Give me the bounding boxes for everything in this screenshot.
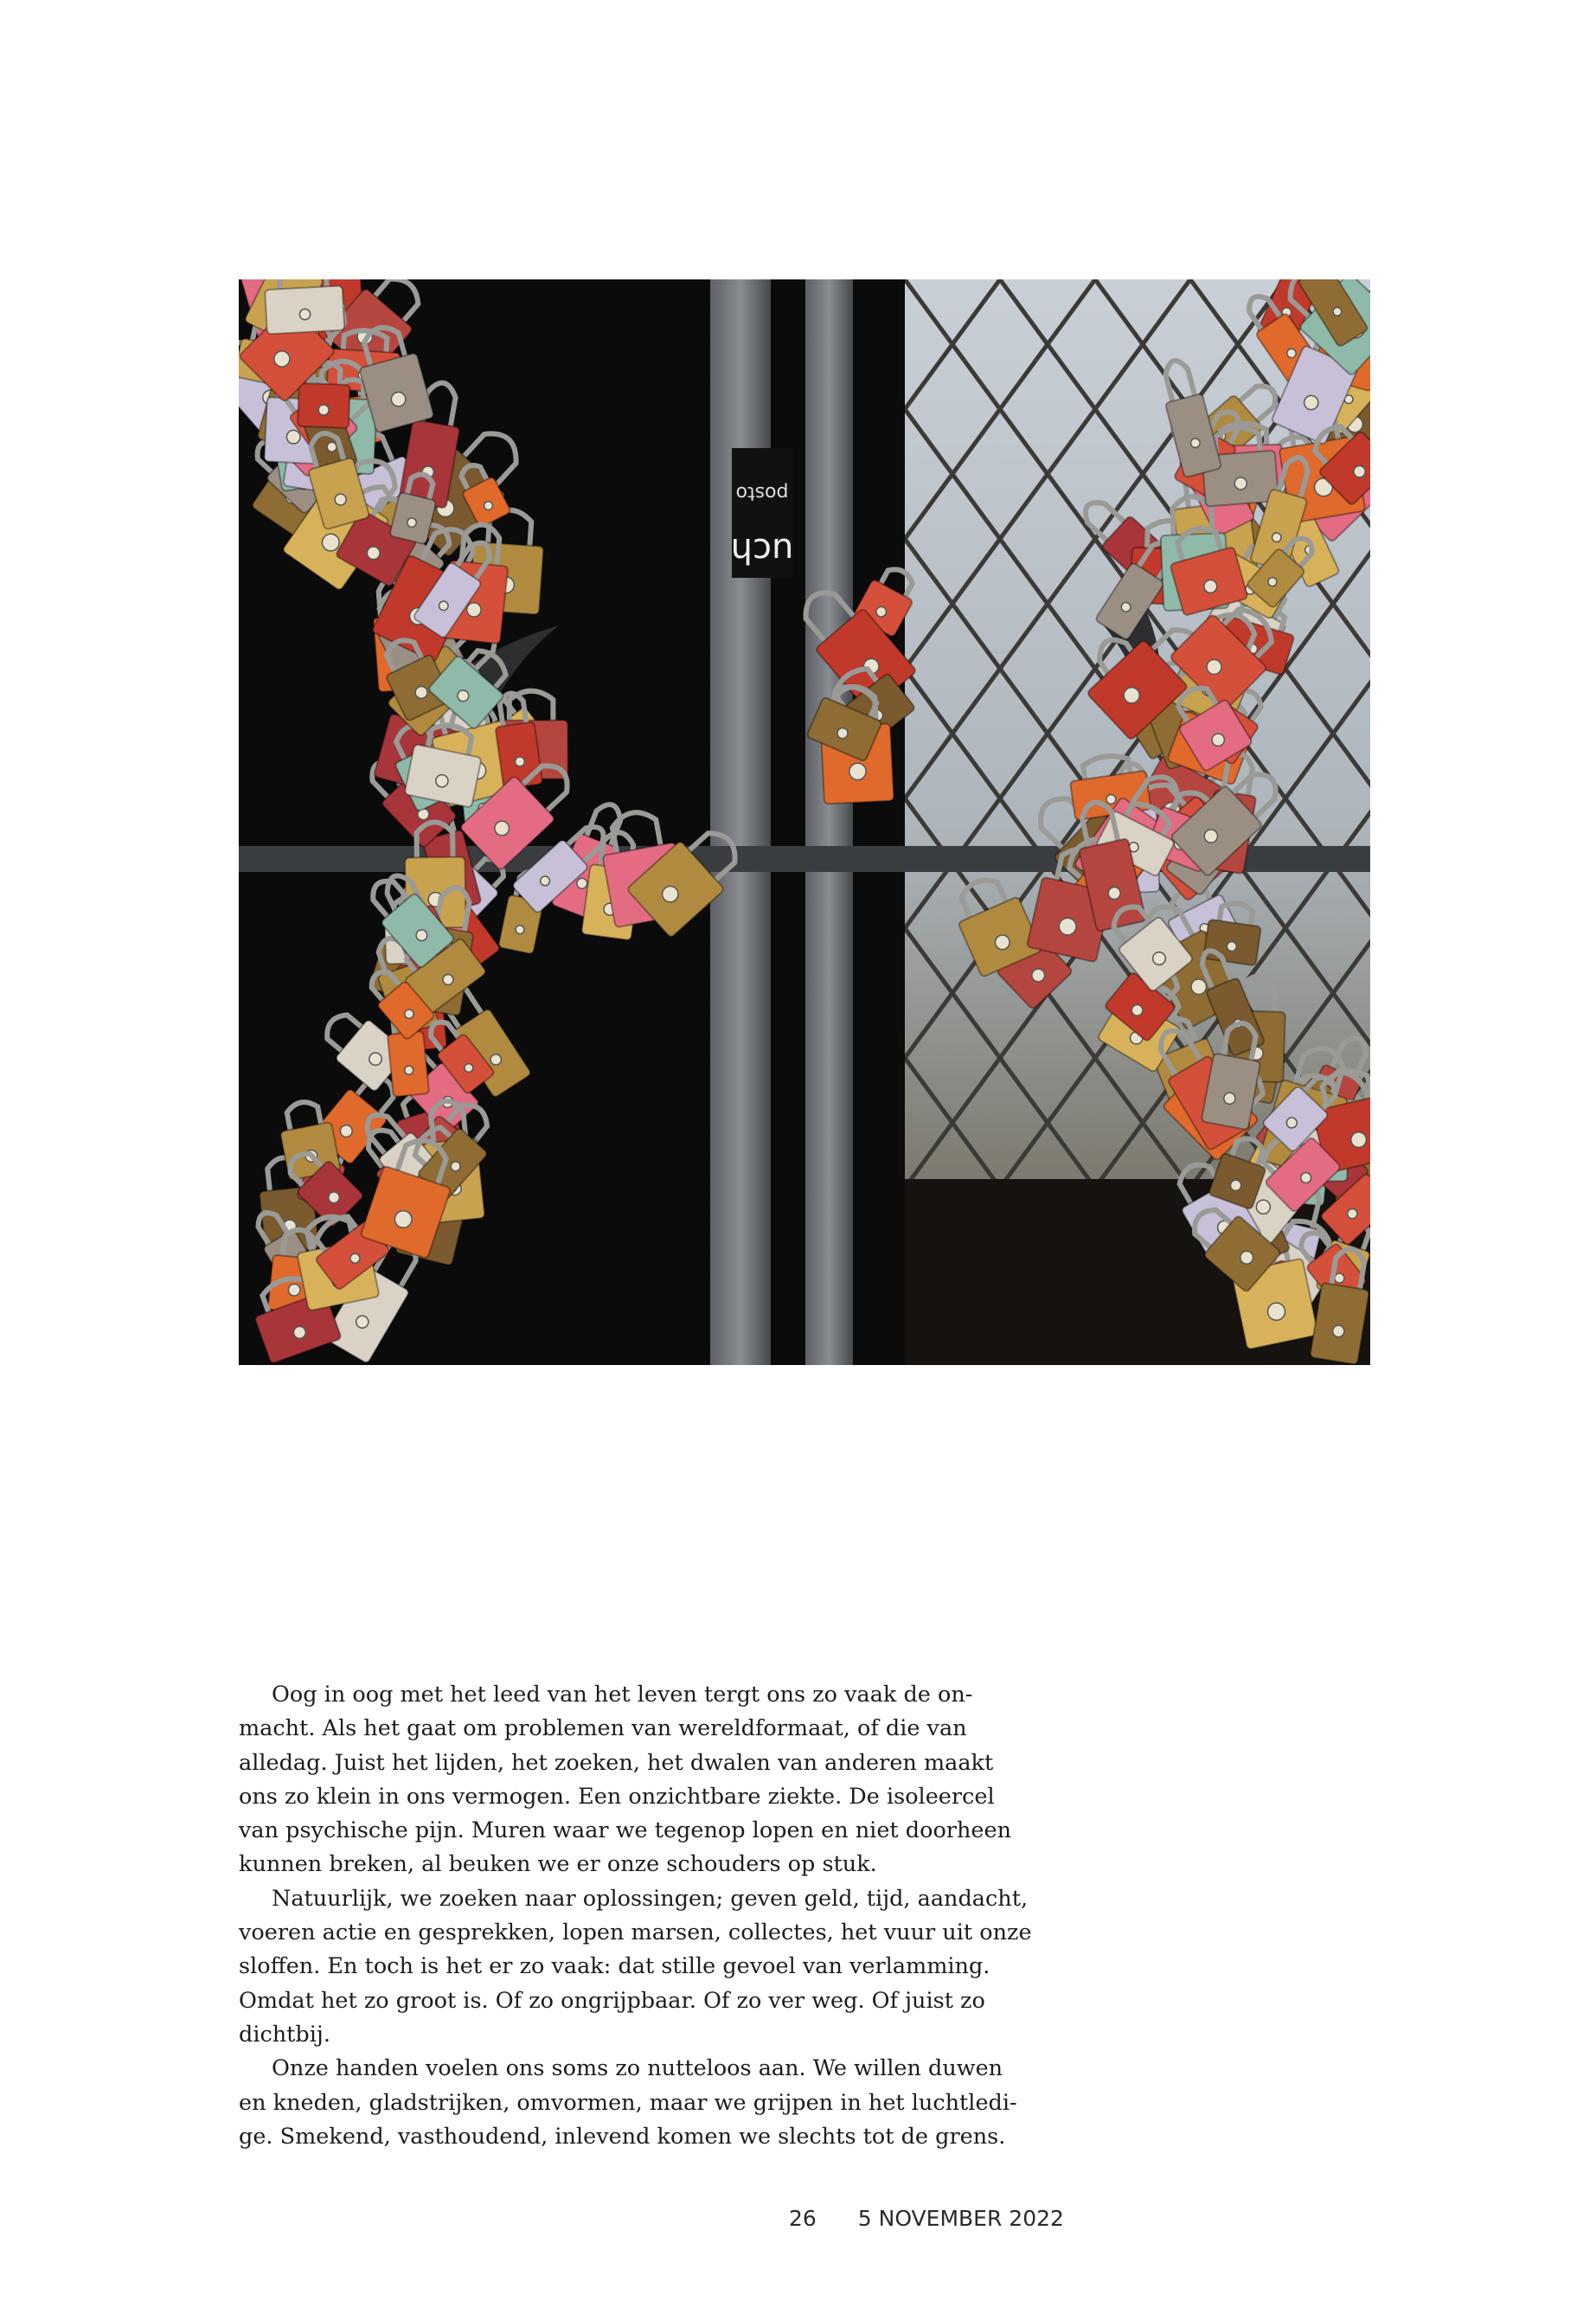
page-number: 26 [789, 2206, 817, 2231]
text-line: macht. Als het gaat om problemen van wereldformaat, of die van [239, 1715, 967, 1742]
text-line: Onze handen voelen ons soms zo nutteloos aan. We willen duwen [272, 2055, 1003, 2082]
text-line: voeren actie en gesprekken, lopen marsen, collectes, het vuur uit onze [239, 1920, 1032, 1946]
text-line: dichtbij. [239, 2021, 330, 2048]
text-line: sloffen. En toch is het er zo vaak: dat stille gevoel van verlamming. [239, 1953, 990, 1980]
page-footer [789, 2206, 1064, 2231]
text-line: Oog in oog met het leed van het leven tergt ons zo vaak de on- [272, 1682, 973, 1708]
article-body [239, 1678, 1035, 2154]
text-line: ons zo klein in ons vermogen. Een onzichtbare ziekte. De isoleercel [239, 1783, 995, 1810]
issue-date: 5 NOVEMBER 2022 [857, 2206, 1064, 2231]
text-line: ge. Smekend, vasthoudend, inlevend komen we slechts tot de grens. [239, 2123, 1006, 2150]
padlocks-photo [239, 279, 1370, 1365]
text-line: van psychische pijn. Muren waar we tegenop lopen en niet doorheen [239, 1817, 1012, 1844]
text-line: Omdat het zo groot is. Of zo ongrijpbaar. Of zo ver weg. Of juist zo [239, 1987, 985, 2014]
text-line: Natuurlijk, we zoeken naar oplossingen; geven geld, tijd, aandacht, [272, 1885, 1029, 1912]
sticker-text: uch [730, 530, 794, 570]
text-line: en kneden, gladstrijken, omvormen, maar we grijpen in het luchtledi- [239, 2089, 1017, 2116]
sticker-top-text: posto [735, 482, 789, 503]
text-line: alledag. Juist het lijden, het zoeken, het dwalen van anderen maakt [239, 1749, 994, 1776]
text-line: kunnen breken, al beuken we er onze schouders op stuk. [239, 1851, 877, 1878]
